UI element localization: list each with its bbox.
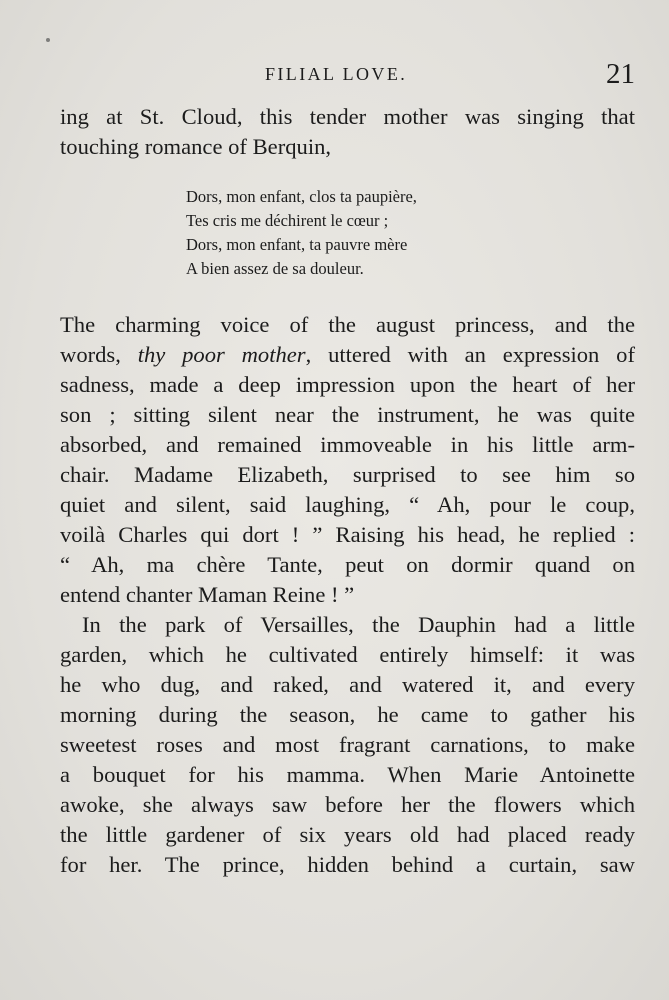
paragraph-continued [60,102,635,162]
poem-line: Dors, mon enfant, ta pauvre mère [186,235,408,254]
text-fragment: , uttered with an expression of [305,342,635,367]
text-line [60,340,635,370]
poem-line: A bien assez de sa douleur. [186,259,364,278]
text-line: a bouquet for his mamma. When Marie Antoinette [60,762,635,787]
text-line: ing at St. Cloud, this tender mother was singing that [60,104,635,129]
text-line: touching romance of Berquin, [60,134,332,159]
text-line: voilà Charles qui dort ! ” Raising his head, he replied : [60,522,635,547]
text-line: morning during the season, he came to gather his [60,702,635,727]
text-line: The charming voice of the august princess, and the [60,312,635,337]
running-title: FILIAL LOVE. [265,64,408,84]
page-number: 21 [606,58,635,90]
text-line: chair. Madame Elizabeth, surprised to see him so [60,462,635,487]
text-line: sadness, made a deep impression upon the heart of her [60,372,635,397]
text-line: awoke, she always saw before her the flowers which [60,792,635,817]
ink-speck [46,38,50,42]
text-line: son ; sitting silent near the instrument, he was quite [60,402,635,427]
text-line: In the park of Versailles, the Dauphin had a little [82,612,635,637]
text-line: entend chanter Maman Reine ! ” [60,582,355,607]
text-line: the little gardener of six years old had placed ready [60,822,635,847]
text-fragment: words, [60,342,138,367]
text-line: he who dug, and raked, and watered it, and every [60,672,635,697]
text-line: garden, which he cultivated entirely himself: it was [60,642,635,667]
text-line: for her. The prince, hidden behind a curtain, saw [60,852,635,877]
poem-line: Dors, mon enfant, clos ta paupière, [186,187,417,206]
text-line: sweetest roses and most fragrant carnations, to make [60,732,635,757]
body-text [60,310,635,880]
italic-phrase: thy poor mother [137,342,306,367]
poem-line: Tes cris me déchirent le cœur ; [186,211,389,230]
text-line: absorbed, and remained immoveable in his little arm- [60,432,635,457]
text-line: “ Ah, ma chère Tante, peut on dormir quand on [60,552,635,577]
running-head [60,58,635,92]
text-line: quiet and silent, said laughing, “ Ah, pour le coup, [60,492,635,517]
poem-quotation [186,185,417,281]
